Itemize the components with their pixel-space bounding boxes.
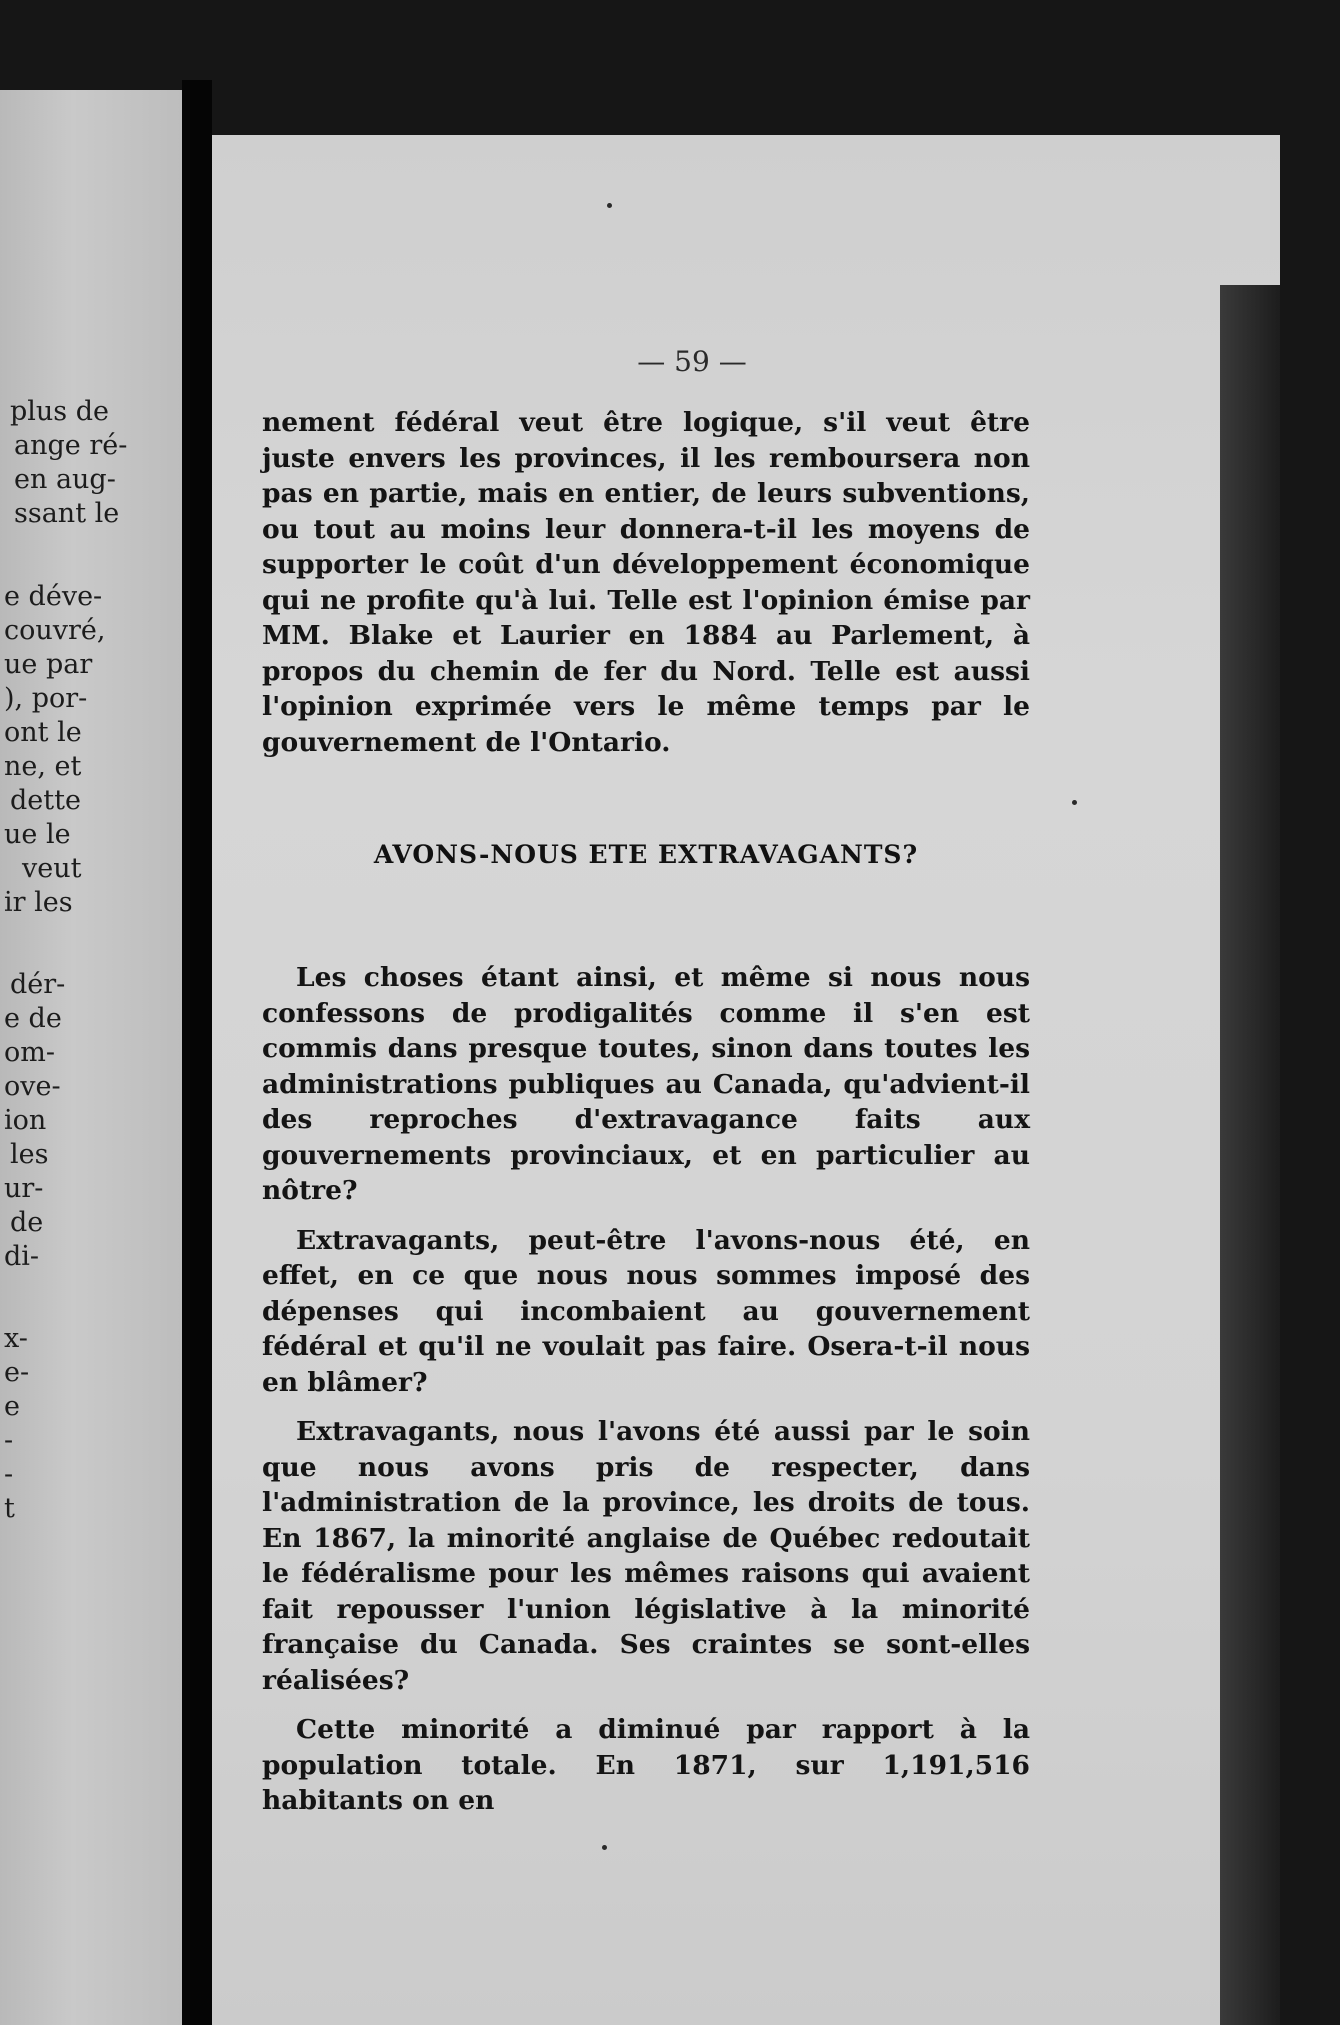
left-fragment: ir les [4,887,73,918]
left-fragment: x- [4,1323,28,1354]
left-fragment: dér- [10,969,66,1000]
left-fragment: ue le [4,819,71,850]
body-paragraph: Cette minorité a diminué par rapport à la population totale. En 1871, sur 1,191,516 habitants on en [262,1714,1030,1816]
left-fragment: e [4,1391,20,1422]
dust-speck [607,203,612,208]
left-fragment: ur- [4,1173,44,1204]
left-fragment: en aug- [14,464,116,495]
body-paragraph: Extravagants, nous l'avons été aussi par le soin que nous avons pris de respecter, dans l'administration de la province, les droits de tous. En 1867, la minorité anglaise de Québec redoutait le fédéralisme pour les mêmes raisons qui avaient fait repousser l'union législative à la minorité française du Canada. Ses craintes se sont-elles réalisées? [262,1416,1030,1696]
left-fragment: di- [4,1241,40,1272]
left-fragment: ove- [4,1071,61,1102]
left-fragment: ne, et [4,751,82,782]
section-body [262,960,1030,1833]
left-fragment: ue par [4,649,93,680]
opening-paragraph: nement fédéral veut être logique, s'il veut être juste envers les provinces, il les remboursera non pas en partie, mais en entier, de leurs subventions, ou tout au moins leur donnera-t-il les moyens de supporter le coût d'un développement économique qui ne profite qu'à lui. Telle est l'opinion émise par MM. Blake et Laurier en 1884 au Parlement, à propos du chemin de fer du Nord. Telle est aussi l'opinion exprimée vers le même temps par le gouvernement de l'Ontario. [262,407,1030,758]
left-fragment: veut [22,853,82,884]
left-facing-page [0,90,182,2025]
left-fragment: ssant le [14,498,120,529]
left-page-text-fragments [0,90,182,2025]
left-fragment: ont le [4,717,82,748]
left-fragment: e de [4,1003,62,1034]
left-fragment: - [4,1459,14,1490]
left-fragment: de [10,1207,44,1238]
left-fragment: ange ré- [14,430,128,461]
left-fragment: ), por- [4,683,88,714]
left-fragment: t [4,1493,15,1524]
left-fragment: ion [4,1105,47,1136]
body-paragraph: Les choses étant ainsi, et même si nous nous confessons de prodigalités comme il s'en est commis dans presque toutes, sinon dans toutes les administrations publiques au Canada, qu'advient-il des reproches d'extravagance faits aux gouvernements provinciaux, et en particulier au nôtre? [262,962,1030,1206]
dust-speck [602,1845,607,1850]
left-fragment: dette [10,785,81,816]
dust-speck [1072,800,1077,805]
right-page [212,135,1280,2025]
left-fragment: om- [4,1037,55,1068]
page-number: — 59 — [637,345,747,378]
book-gutter [182,80,212,2025]
left-fragment: plus de [10,396,110,427]
left-fragment: couvré, [4,615,106,646]
opening-paragraph-block [262,405,1030,774]
body-paragraph: Extravagants, peut-être l'avons-nous été, en effet, en ce que nous nous sommes imposé des dépenses qui incombaient au gouvernement fédéral et qu'il ne voulait pas faire. Osera-t-il nous en blâmer? [262,1224,1030,1398]
section-heading: AVONS-NOUS ETE EXTRAVAGANTS? [373,840,919,869]
left-fragment: les [10,1139,49,1170]
left-fragment: e déve- [4,581,103,612]
left-fragment: e- [4,1357,30,1388]
page-edge-shadow [1220,285,1280,2025]
left-fragment: - [4,1425,14,1456]
